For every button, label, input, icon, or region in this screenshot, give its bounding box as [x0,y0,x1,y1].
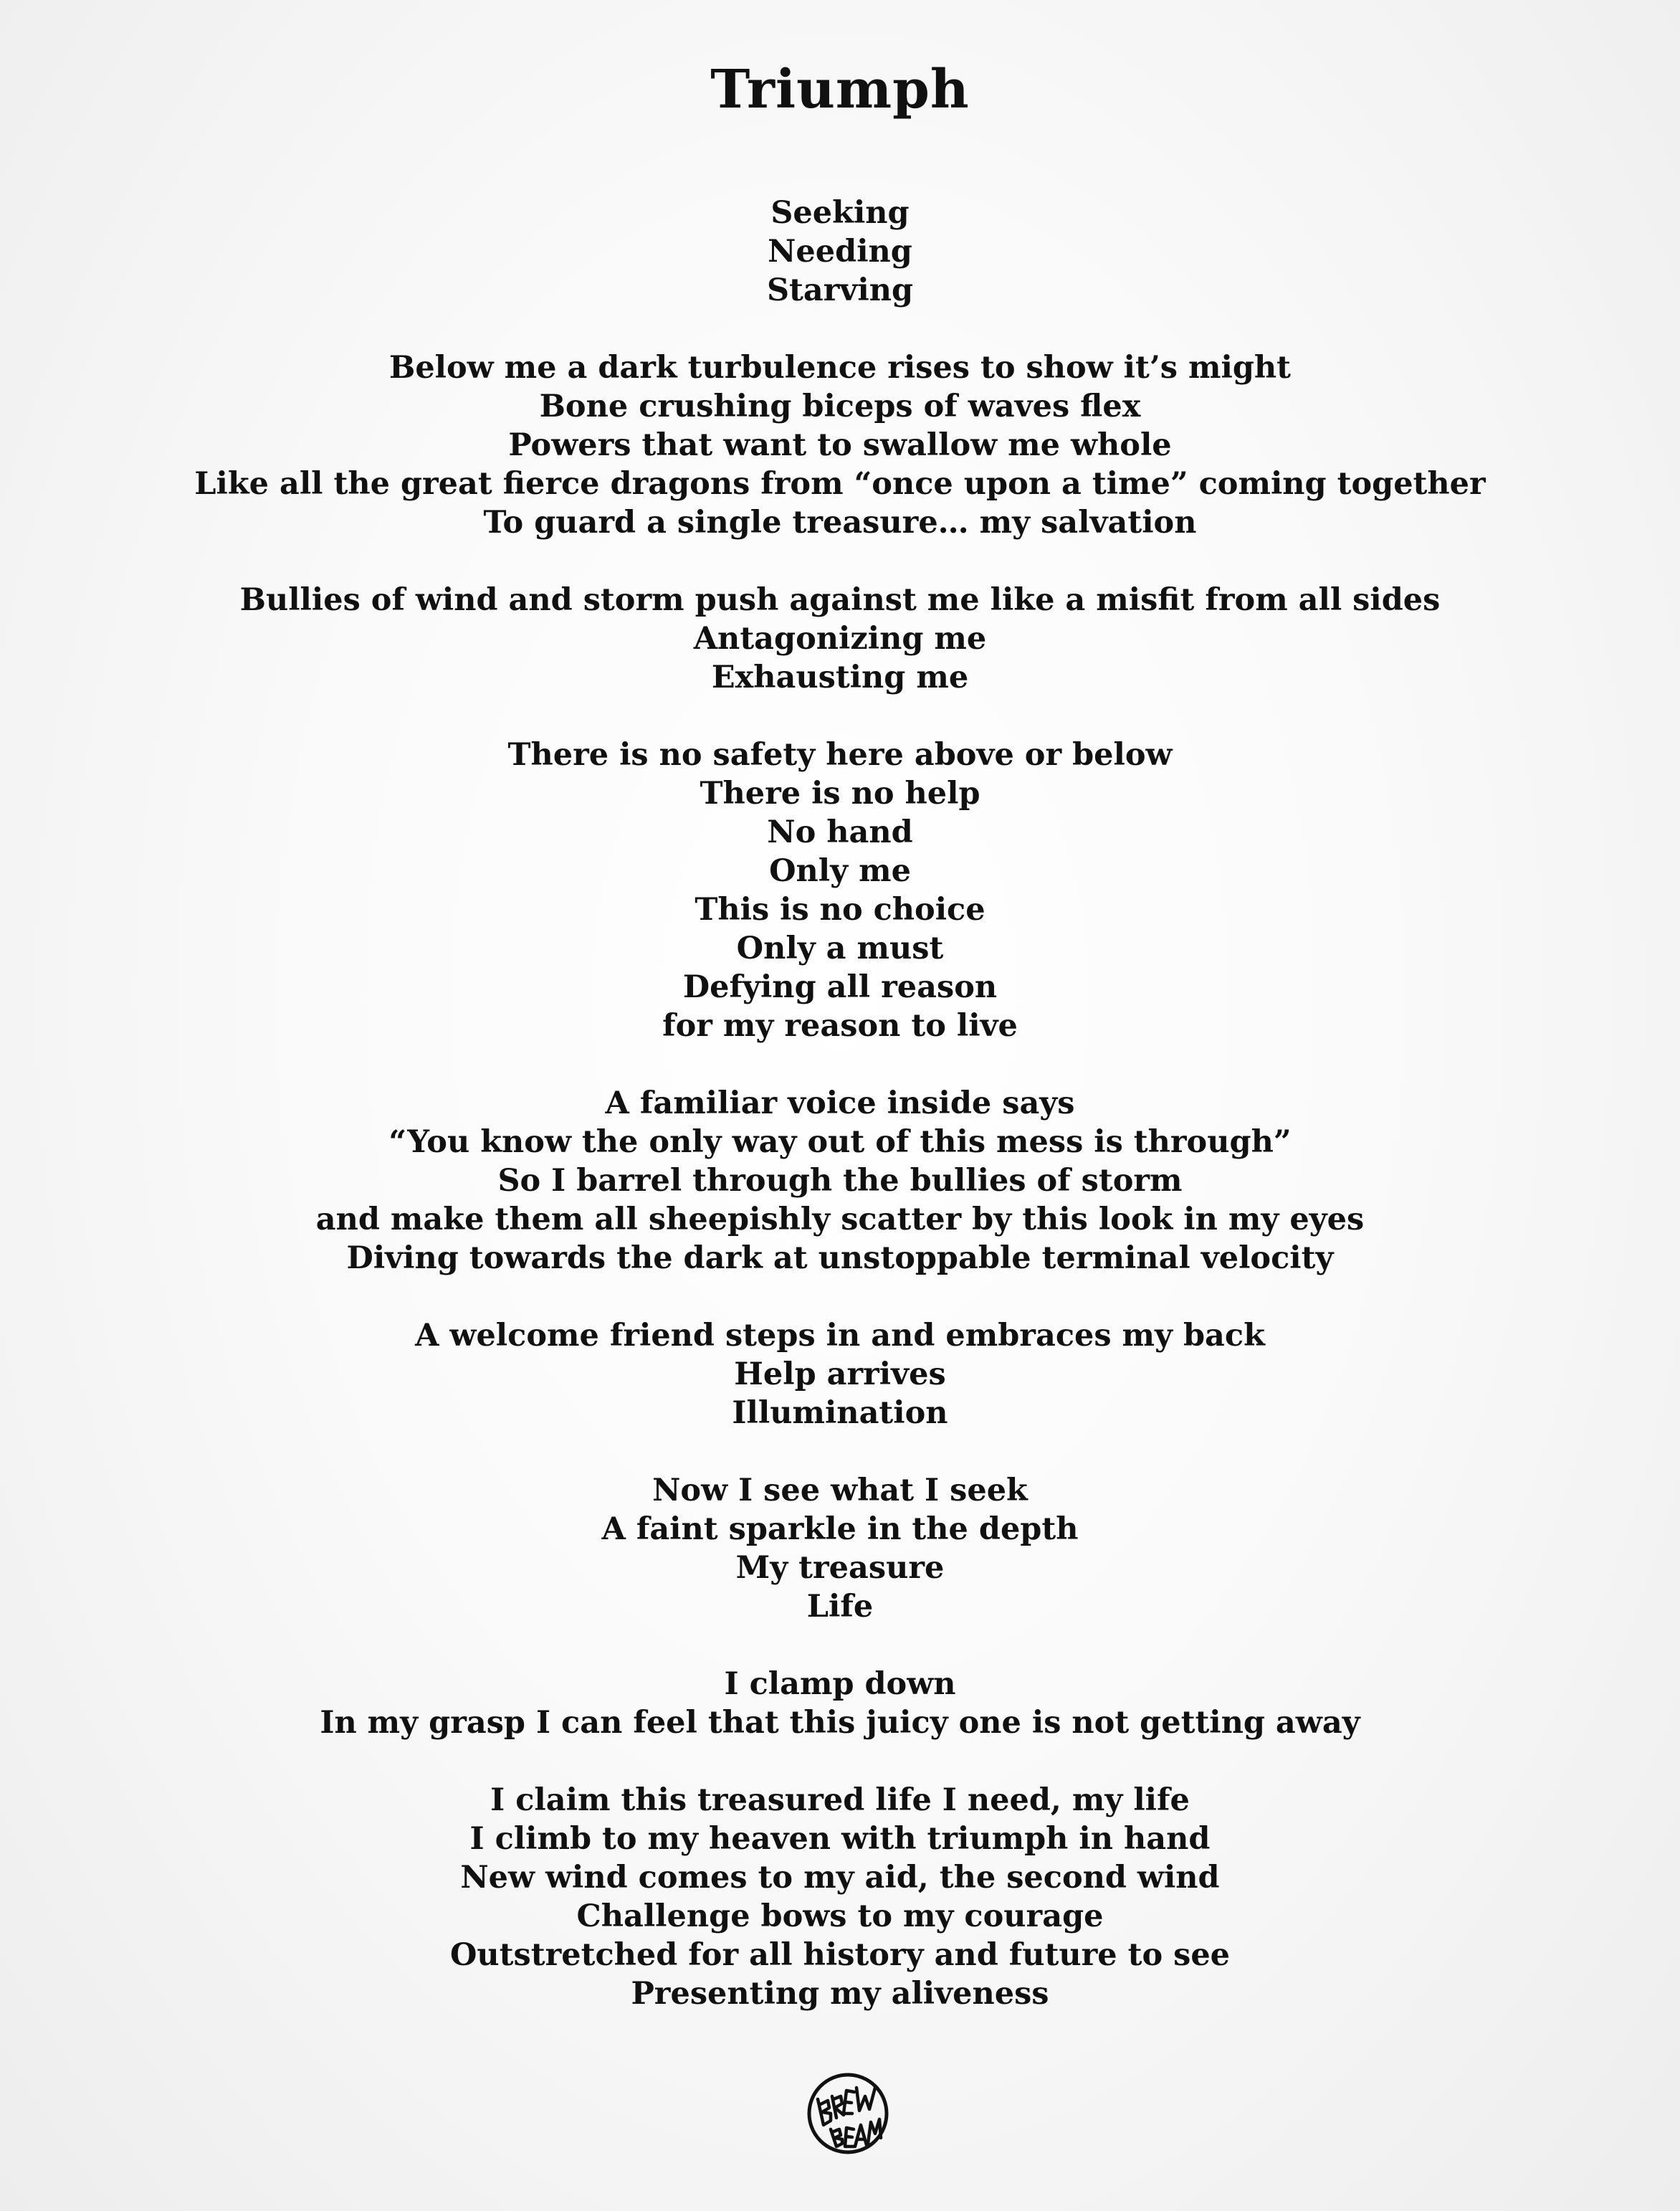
poem-line: I climb to my heaven with triumph in hand [469,1821,1211,1857]
poem-line: My treasure [735,1550,945,1586]
poem-line: Only a must [736,931,944,966]
poem-line: Bone crushing biceps of waves flex [539,389,1141,424]
poem-line: There is no safety here above or below [507,737,1173,773]
poem-line: Antagonizing me [693,621,987,657]
poem-line: Outstretched for all history and future to see [449,1937,1231,1973]
poem-line: Illumination [732,1395,948,1431]
poem-line: A welcome friend steps in and embraces my back [415,1318,1265,1354]
stanza [0,1316,1680,1432]
poem-line: Bullies of wind and storm push against me like a misfit from all sides [239,582,1441,618]
stanza [0,1665,1680,1742]
poem-line: Needing [768,234,912,270]
poem-line: I claim this treasured life I need, my life [490,1782,1190,1818]
poem-line: So I barrel through the bullies of storm [497,1163,1183,1199]
poem-line: “You know the only way out of this mess is through” [388,1124,1292,1160]
poem-line: There is no help [700,776,980,812]
stanza [0,194,1680,310]
brew-beam-seal-icon [806,2072,889,2155]
poem-line: Below me a dark turbulence rises to show it’s might [388,350,1292,386]
poem-line: A familiar voice inside says [605,1085,1075,1121]
poem-line: Presenting my aliveness [631,1976,1049,2012]
poem-line: This is no choice [695,892,985,928]
poem-line: No hand [767,814,913,850]
poem-line: Starving [766,272,914,308]
poem-line: Only me [769,853,911,889]
poem-line: In my grasp I can feel that this juicy one is not getting away [320,1705,1360,1741]
stanza [0,1084,1680,1278]
stanza [0,348,1680,542]
poem-line: Diving towards the dark at unstoppable terminal velocity [346,1240,1334,1276]
poem-line: To guard a single treasure… my salvation [483,505,1197,541]
poem-line: I clamp down [724,1666,956,1702]
stanza [0,1471,1680,1626]
poem-line: and make them all sheepishly scatter by this look in my eyes [315,1202,1365,1237]
poem-line: New wind comes to my aid, the second wind [460,1860,1220,1896]
poem-line: Exhausting me [711,660,969,695]
stanza [0,581,1680,697]
poem-line: Challenge bows to my courage [576,1898,1104,1934]
stanza [0,736,1680,1045]
poem-title: Triumph [710,59,970,120]
poem-line: Defying all reason [682,969,998,1005]
poem-body [0,194,1680,2052]
poem-line: Like all the great fierce dragons from “once upon a time” coming together [194,466,1486,502]
poem-line: Powers that want to swallow me whole [508,427,1172,463]
stanza [0,1781,1680,2013]
poem-line: Seeking [770,195,910,231]
poem-line: Now I see what I seek [652,1473,1028,1508]
poem-line: A faint sparkle in the depth [601,1511,1079,1547]
poem-line: for my reason to live [662,1008,1018,1044]
poem-line: Life [806,1589,874,1625]
poem-line: Help arrives [734,1356,946,1392]
